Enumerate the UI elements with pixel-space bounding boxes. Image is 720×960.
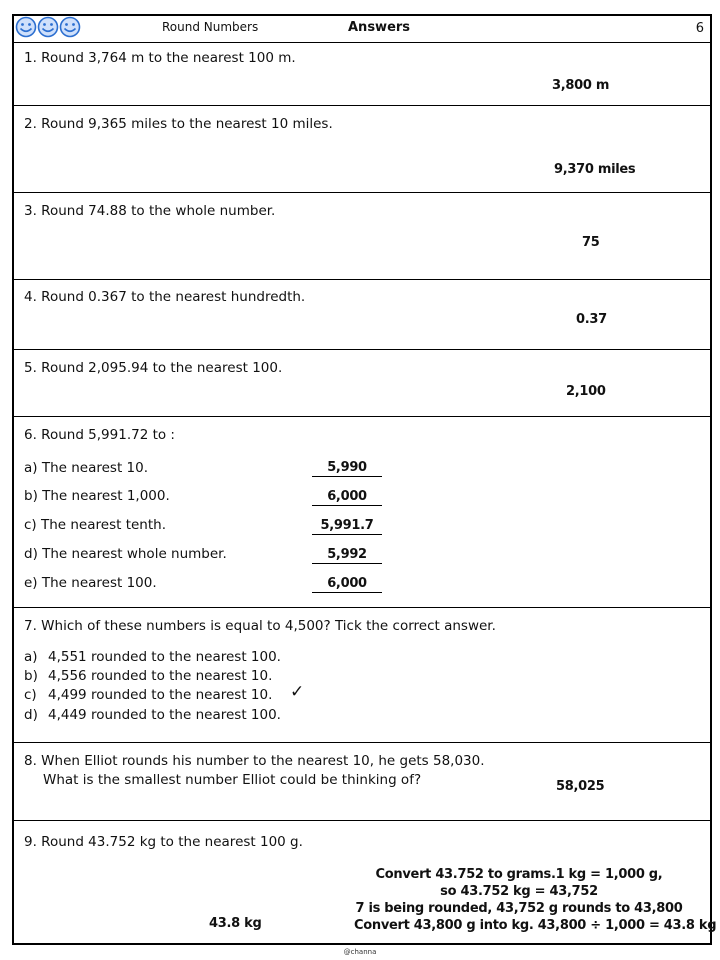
option-letter: b) xyxy=(24,668,38,684)
sub-question-a: a) The nearest 10. xyxy=(24,460,149,476)
option-letter: c) xyxy=(24,687,37,703)
sub-question-d: d) The nearest whole number. xyxy=(24,546,227,562)
question-9 xyxy=(14,821,717,945)
question-3 xyxy=(14,193,710,280)
question-1 xyxy=(14,42,710,106)
answer-blank-a: 5,990 xyxy=(312,460,382,477)
answer: 58,025 xyxy=(556,779,605,794)
question-7 xyxy=(14,608,710,743)
answers-label: Answers xyxy=(348,20,411,35)
sub-question-e: e) The nearest 100. xyxy=(24,575,157,591)
worksheet xyxy=(12,14,717,945)
smiley-face-icon xyxy=(15,16,37,38)
option-a xyxy=(24,649,281,665)
explanation-line-1: Convert 43.752 to grams.1 kg = 1,000 g, xyxy=(375,867,663,882)
option-c xyxy=(24,687,272,703)
answer: 2,100 xyxy=(566,384,606,399)
question-text: 2. Round 9,365 miles to the nearest 10 miles. xyxy=(24,116,333,132)
question-text: 6. Round 5,991.72 to : xyxy=(24,427,175,443)
smiley-face-icon xyxy=(37,16,59,38)
answer: 75 xyxy=(582,235,600,250)
option-letter: a) xyxy=(24,649,38,665)
answer-blank-d: 5,992 xyxy=(312,547,382,564)
option-letter: d) xyxy=(24,707,38,723)
question-text: 5. Round 2,095.94 to the nearest 100. xyxy=(24,360,283,376)
explanation-line-4: Convert 43,800 g into kg. 43,800 ÷ 1,000 = 43.8 kg xyxy=(354,918,717,933)
question-text: 4. Round 0.367 to the nearest hundredth. xyxy=(24,289,306,305)
answer: 0.37 xyxy=(576,312,607,327)
sub-question-c: c) The nearest tenth. xyxy=(24,517,166,533)
checkmark-icon: ✓ xyxy=(290,682,305,702)
smiley-face-icon xyxy=(59,16,81,38)
question-text: 7. Which of these numbers is equal to 4,500? Tick the correct answer. xyxy=(24,618,496,634)
answer-blank-b: 6,000 xyxy=(312,489,382,506)
option-text: 4,499 rounded to the nearest 10. xyxy=(48,687,273,703)
footer-credit: @channa xyxy=(343,948,377,956)
question-text: 3. Round 74.88 to the whole number. xyxy=(24,203,276,219)
smiley-faces xyxy=(15,16,81,38)
worksheet-title: Round Numbers xyxy=(162,20,259,34)
answer-blank-e: 6,000 xyxy=(312,576,382,593)
question-text: 9. Round 43.752 kg to the nearest 100 g. xyxy=(24,834,303,850)
page-number: 6 xyxy=(695,21,704,36)
option-text: 4,551 rounded to the nearest 100. xyxy=(48,649,281,665)
sub-question-b: b) The nearest 1,000. xyxy=(24,488,170,504)
answer: 3,800 m xyxy=(552,78,610,93)
question-text-line-2: What is the smallest number Elliot could be thinking of? xyxy=(43,772,422,788)
question-6 xyxy=(14,417,710,608)
explanation-line-2: so 43.752 kg = 43,752 xyxy=(440,884,598,899)
option-b xyxy=(24,668,272,684)
worksheet-header xyxy=(14,16,710,43)
question-2 xyxy=(14,106,710,193)
answer: 43.8 kg xyxy=(209,916,262,931)
question-text: 1. Round 3,764 m to the nearest 100 m. xyxy=(24,50,296,66)
option-d xyxy=(24,707,281,723)
question-4 xyxy=(14,280,710,350)
question-8 xyxy=(14,743,710,821)
question-text-line-1: 8. When Elliot rounds his number to the nearest 10, he gets 58,030. xyxy=(24,753,485,769)
answer: 9,370 miles xyxy=(554,162,636,177)
answer-blank-c: 5,991.7 xyxy=(312,518,382,535)
question-5 xyxy=(14,350,710,417)
option-text: 4,449 rounded to the nearest 100. xyxy=(48,707,281,723)
option-text: 4,556 rounded to the nearest 10. xyxy=(48,668,273,684)
explanation-line-3: 7 is being rounded, 43,752 g rounds to 43,800 xyxy=(355,901,683,916)
